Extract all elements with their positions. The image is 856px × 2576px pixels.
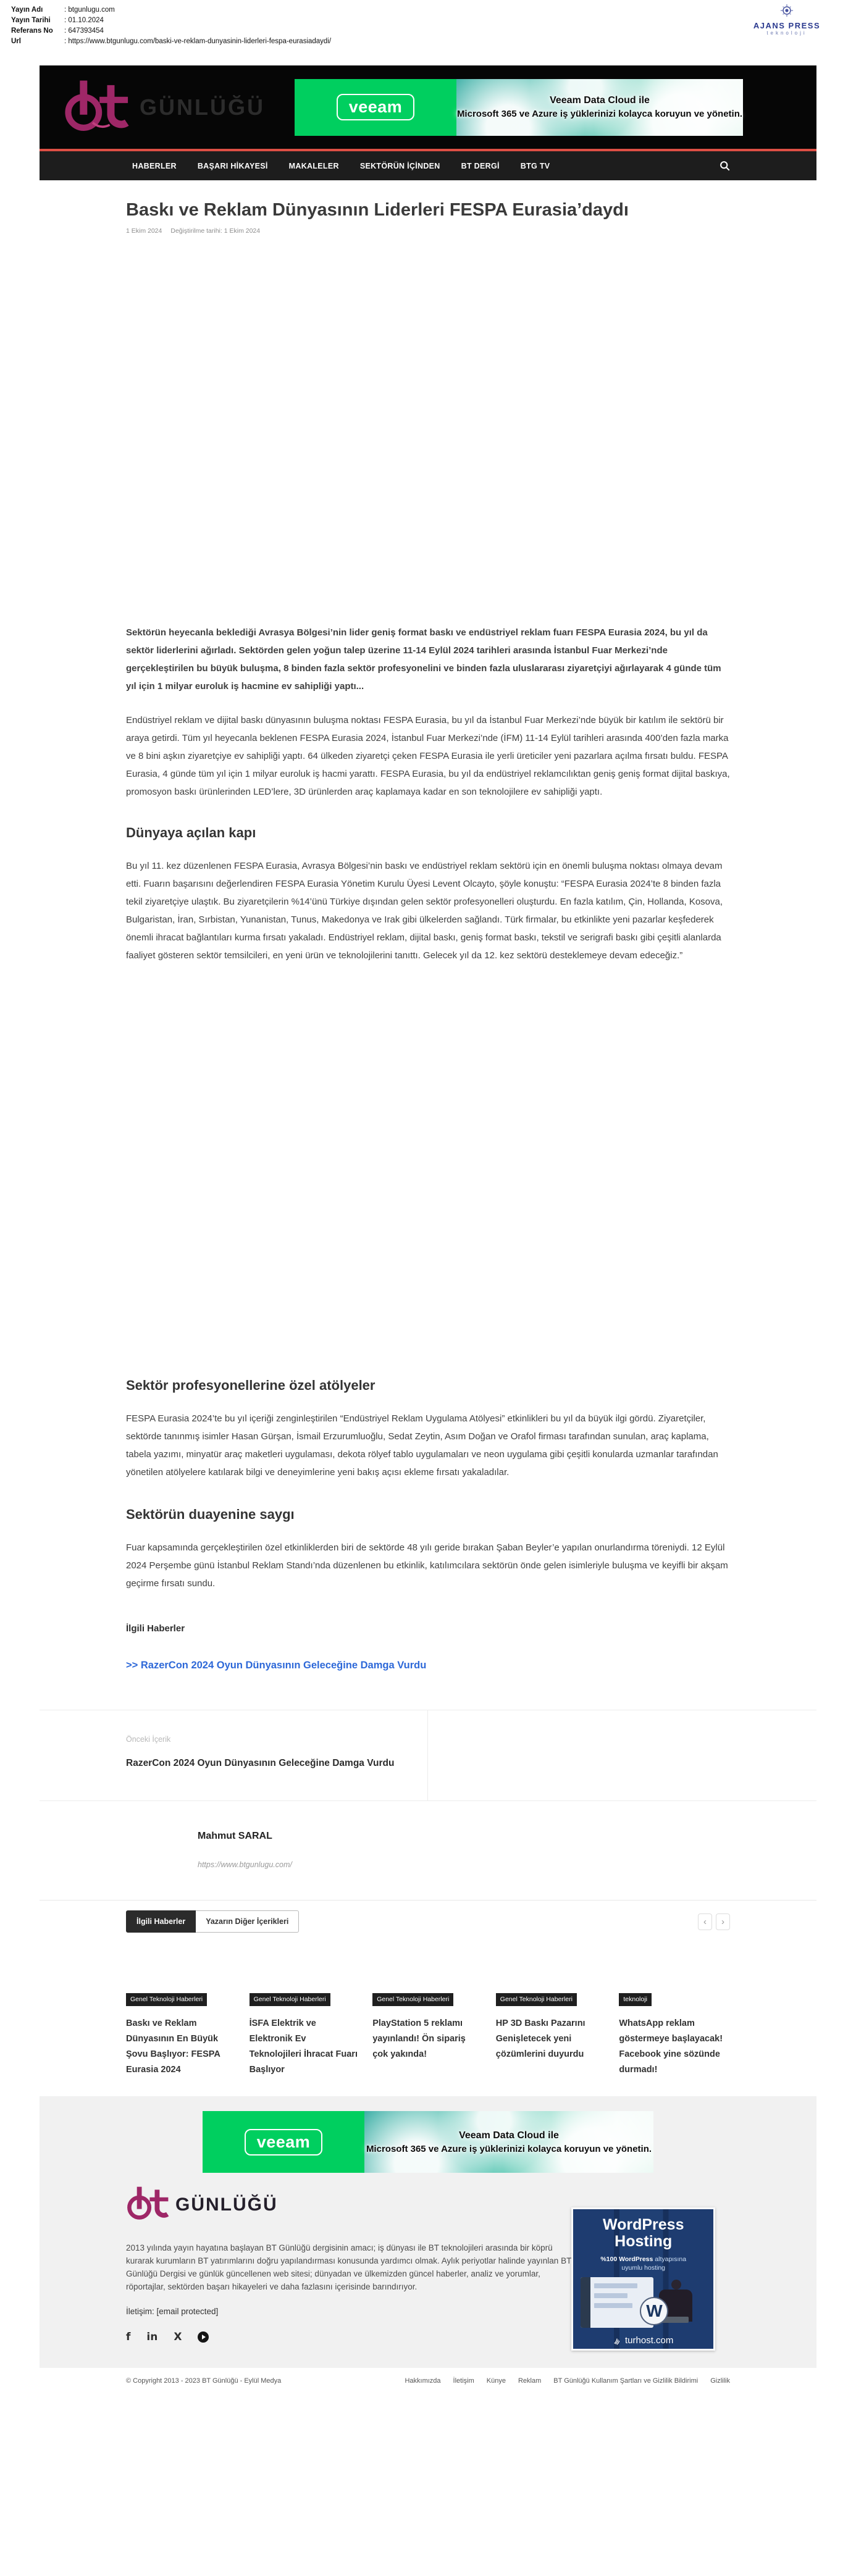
article-meta: [126, 227, 730, 235]
veeam-banner-line1: Veeam Data Cloud ile: [459, 2130, 559, 2141]
ad-subtitle-rest: altyapısına: [653, 2256, 687, 2263]
nav-item-haberler[interactable]: HABERLER: [132, 161, 177, 170]
card-title: İSFA Elektrik ve Elektronik Ev Teknolojileri İhracat Fuarı Başlıyor: [249, 2018, 358, 2075]
previous-content-title: RazerCon 2024 Oyun Dünyasının Geleceğine Damga Vurdu: [126, 1758, 395, 1768]
section-heading-doyen: Sektörün duayenine saygı: [126, 1507, 295, 1522]
wordpress-hosting-ad[interactable]: [571, 2207, 715, 2351]
bt-logo-icon: [126, 2184, 174, 2225]
veeam-logo: veeam: [337, 94, 415, 120]
nav-item-bt-dergi[interactable]: BT DERGİ: [461, 161, 500, 170]
person-graphic: [671, 2280, 681, 2290]
footer-link-gizlilik[interactable]: Gizlilik: [710, 2377, 730, 2385]
modified-date: Değiştirilme tarihi: 1 Ekim 2024: [170, 227, 261, 235]
author-box: [40, 1801, 816, 1900]
tab-ilgili-haberler[interactable]: İlgili Haberler: [126, 1910, 196, 1933]
veeam-banner-message-panel: [364, 2111, 653, 2173]
press-clipping-header: [0, 0, 856, 59]
content-bottom-spacer: [126, 1671, 730, 1710]
facebook-icon[interactable]: f: [126, 2331, 131, 2343]
card-category-badge[interactable]: teknoloji: [619, 1993, 652, 2006]
footer-link-iletisim[interactable]: İletişim: [453, 2377, 474, 2385]
agency-tagline: teknoloji: [766, 30, 807, 36]
footer-link-kullanim-sartlari[interactable]: BT Günlüğü Kullanım Şartları ve Gizlilik Bildirimi: [553, 2377, 699, 2385]
social-links: [126, 2331, 571, 2343]
hero-image-placeholder: [126, 235, 730, 624]
footer-link-hakkimizda[interactable]: Hakkımızda: [405, 2377, 441, 2385]
footer-contact[interactable]: İletişim: [email protected]: [126, 2307, 219, 2316]
footer-logo[interactable]: [126, 2184, 571, 2225]
press-field-label: Url: [11, 38, 21, 45]
press-field-row: [11, 15, 856, 26]
carousel-next-button[interactable]: ›: [716, 1913, 730, 1930]
article-paragraph: Fuar kapsamında gerçekleştirilen özel etkinliklerden biri de sektörde 48 yılı geride bırakan Şaban Beyler’e yapılan onurlandırma töreniydi. 12 Eylül 2024 Perşembe günü İstanbul Reklam Standı’nda düzenlenen bu etkinlik, katılımcılara sektörün önde gelen isimleriyle buluşma ve keyifli bir akşam geçirme fırsatı sundu.: [126, 1542, 728, 1589]
bt-logo-icon: [63, 77, 137, 137]
related-card[interactable]: [126, 1993, 237, 2078]
author-name: Mahmut SARAL: [198, 1831, 272, 1841]
footer-logo-text: GÜNLÜĞÜ: [175, 2194, 278, 2215]
related-card[interactable]: [496, 1993, 607, 2078]
veeam-banner-line2: Microsoft 365 ve Azure iş yüklerinizi kolayca koruyun ve yönetin.: [366, 2143, 652, 2154]
press-field-label: Referans No: [11, 27, 53, 35]
previous-content-label: Önceki İçerik: [126, 1735, 171, 1744]
wordpress-logo-icon: W: [640, 2297, 668, 2325]
ad-subtitle-line2: uyumlu hosting: [621, 2264, 666, 2272]
related-cards-grid: [40, 1933, 816, 2096]
related-news-heading: İlgili Haberler: [126, 1623, 185, 1634]
turhost-domain: turhost.com: [625, 2335, 674, 2346]
card-title: PlayStation 5 reklamı yayınlandı! Ön sipariş çok yakında!: [372, 2018, 466, 2059]
dashboard-bar-graphic: [594, 2303, 632, 2308]
site-logo-text: GÜNLÜĞÜ: [140, 94, 265, 120]
nav-item-basari-hikayesi[interactable]: BAŞARI HİKAYESİ: [197, 161, 268, 170]
agency-name: AJANS PRESS: [753, 21, 821, 30]
dashboard-bar-graphic: [594, 2293, 627, 2298]
footer-main: [40, 2173, 816, 2368]
footer-links: [405, 2377, 730, 2385]
linkedin-icon[interactable]: in: [146, 2331, 158, 2343]
next-content-cell: [428, 1710, 816, 1800]
compass-icon: [780, 9, 794, 20]
card-category-badge[interactable]: Genel Teknoloji Haberleri: [496, 1993, 577, 2006]
related-news-link[interactable]: >> RazerCon 2024 Oyun Dünyasının Geleceğine Damga Vurdu: [126, 1660, 427, 1671]
ad-illustration: [573, 2276, 713, 2333]
article-paragraph: Endüstriyel reklam ve dijital baskı dünyasının buluşma noktası FESPA Eurasia, bu yıl da İstanbul Fuar Merkezi’nde büyük bir katılım ile sektörü bir araya getirdi. Tüm yıl heyecanla beklenen FESPA Eurasia 2024, İstanbul Fuar Merkezi’nde (İFM) 11-14 Eylül tarihleri arasında 400’den fazla marka ve 8 bini aşkın ziyaretçiye ev sahipliği yaptı. 64 ülkeden ziyaretçi çeken FESPA Eurasia ile yerli üreticiler yeni pazarlara açılma fırsatı buldu. FESPA Eurasia, 4 günde tüm yıl için 1 milyar euroluk iş hacmi yarattı. FESPA Eurasia, bu yıl da endüstriyel reklamcılıktan geniş geniş format dijital baskıya, promosyon baskı ürünlerinden LED’lere, 3D ürünlerden araç kaplamaya kadar en son teknolojilere ev sahipliği yaptı.: [126, 715, 730, 797]
veeam-banner-line1: Veeam Data Cloud ile: [550, 95, 650, 106]
nav-item-btg-tv[interactable]: BTG TV: [520, 161, 550, 170]
related-card[interactable]: [619, 1993, 730, 2078]
press-field-row: [11, 5, 856, 15]
press-field-value: : 01.10.2024: [64, 17, 104, 24]
search-icon[interactable]: [720, 161, 730, 171]
previous-content-cell[interactable]: [40, 1710, 428, 1800]
card-title: Baskı ve Reklam Dünyasının En Büyük Şovu Başlıyor: FESPA Eurasia 2024: [126, 2018, 220, 2075]
carousel-arrows: [698, 1913, 730, 1930]
veeam-banner-line2: Microsoft 365 ve Azure iş yüklerinizi kolayca koruyun ve yönetin.: [456, 109, 743, 119]
section-heading-world: Dünyaya açılan kapı: [126, 825, 256, 840]
x-twitter-icon[interactable]: X: [174, 2331, 182, 2343]
veeam-banner-ad-footer[interactable]: [203, 2111, 653, 2173]
main-nav: [40, 151, 816, 180]
press-field-value: : btgunlugu.com: [64, 6, 115, 14]
publish-date: 1 Ekim 2024: [126, 227, 162, 235]
nav-item-makaleler[interactable]: MAKALELER: [288, 161, 339, 170]
ad-subtitle-bold: %100 WordPress: [600, 2256, 653, 2263]
press-field-row: [11, 36, 856, 47]
inline-image-placeholder: [126, 964, 730, 1366]
press-field-label: Yayın Adı: [11, 6, 43, 14]
related-card[interactable]: [372, 1993, 484, 2078]
prev-next-navigation: [40, 1710, 816, 1801]
page-title: Baskı ve Reklam Dünyasının Liderleri FESPA Eurasia’daydı: [126, 200, 629, 220]
veeam-banner-ad[interactable]: [295, 79, 743, 136]
press-field-value: : 647393454: [64, 27, 104, 35]
author-website-link[interactable]: https://www.btgunlugu.com/: [198, 1860, 292, 1869]
dashboard-sidebar-graphic: [581, 2277, 590, 2328]
footer-link-reklam[interactable]: Reklam: [518, 2377, 542, 2385]
card-category-badge[interactable]: Genel Teknoloji Haberleri: [372, 1993, 453, 2006]
card-category-badge[interactable]: Genel Teknoloji Haberleri: [126, 1993, 207, 2006]
press-url-value: : https://www.btgunlugu.com/baski-ve-reklam-dunyasinin-liderleri-fespa-eurasiadaydi/: [64, 38, 332, 45]
turhost-wing-icon: [613, 2336, 622, 2345]
site-frame: [40, 65, 816, 2394]
footer-link-kunye[interactable]: Künye: [486, 2377, 506, 2385]
carousel-prev-button[interactable]: ‹: [698, 1913, 712, 1930]
site-footer: [40, 2096, 816, 2394]
btgunlugu-logo[interactable]: [63, 77, 265, 137]
tab-yazarin-diger-icerikleri[interactable]: Yazarın Diğer İçerikleri: [196, 1910, 299, 1933]
footer-about-column: [126, 2184, 571, 2351]
article-paragraph: FESPA Eurasia 2024’te bu yıl içeriği zenginleştirilen “Endüstriyel Reklam Uygulama Atölyesi” etkinlikleri bu yıl da büyük ilgi gördü. Ziyaretçiler, sektörde tanınmış isimler Hasan Gürşan, İsmail Erzurumluoğlu, Sedat Zeytin, Asım Doğan ve Orafol firması tarafından sunulan, araç kaplama, tabela yazımı, minyatür araç maketleri uygulaması, dekota rölyef tablo uygulamaları ve neon uygulama gibi çeşitli konularda uzmanlar tarafından yönetilen atölyelere katılarak bilgi ve deneyimlerine yeni bakış açısı ekleme fırsatı yakaladılar.: [126, 1413, 718, 1478]
turhost-link[interactable]: [573, 2335, 713, 2346]
article-body: [40, 199, 816, 1710]
footer-about-text: 2013 yılında yayın hayatına başlayan BT Günlüğü dergisinin amacı; iş dünyası ile BT teknolojileri arasında bir köprü kurarak kurumların BT yatırımlarını doğru yapılandırması konusunda yardımcı olmak. Aylık periyotlar halinde yayınlan BT Günlüğü Dergisi ve günlük güncellenen web sitesi; dünyadan ve ülkemizden güncel haberler, analiz ve yorumlar, röportajlar, sektörden başarı hikayeleri ve daha fazlasını içerisinde barındırıyor.: [126, 2243, 572, 2291]
article-intro-paragraph: Sektörün heyecanla beklediği Avrasya Bölgesi’nin lider geniş format baskı ve endüstriyel reklam fuarı FESPA Eurasia 2024, bu yıl da sektör liderlerini ağırladı. Sektörden gelen yoğun talep üzerine 11-14 Eylül 2024 tarihleri arasında İstanbul Fuar Merkezi’nde gerçekleştirilen bu büyük buluşma, 8 binden fazla sektör profesyonelini ve binden fazla uluslararası ziyaretçiyi ağırlayarak 4 günde tüm yıl için 1 milyar euroluk iş hacmine ev sahipliği yaptı...: [126, 627, 721, 692]
nav-item-sektorun-icinden[interactable]: SEKTÖRÜN İÇİNDEN: [359, 161, 440, 170]
site-header: [40, 65, 816, 149]
veeam-banner-brand-panel: [203, 2111, 364, 2173]
press-field-row: [11, 26, 856, 36]
youtube-icon[interactable]: [198, 2331, 209, 2343]
copyright-text: © Copyright 2013 - 2023 BT Günlüğü - Eylül Medya: [126, 2377, 282, 2385]
veeam-banner-message-panel: [456, 79, 743, 136]
dashboard-bar-graphic: [594, 2283, 637, 2288]
ajans-press-logo: [750, 4, 824, 36]
ad-title-line1: WordPress: [602, 2216, 684, 2233]
press-field-label: Yayın Tarihi: [11, 17, 51, 24]
card-title: WhatsApp reklam göstermeye başlayacak! Facebook yine sözünde durmadı!: [619, 2018, 723, 2075]
card-category-badge[interactable]: Genel Teknoloji Haberleri: [250, 1993, 330, 2006]
veeam-logo: veeam: [245, 2129, 323, 2156]
section-heading-workshops: Sektör profesyonellerine özel atölyeler: [126, 1378, 376, 1393]
ad-subtitle: [573, 2255, 713, 2272]
ad-title-line2: Hosting: [615, 2233, 673, 2250]
card-title: HP 3D Baskı Pazarını Genişletecek yeni çözümlerini duyurdu: [495, 2018, 585, 2059]
veeam-banner-brand-panel: [295, 79, 456, 136]
related-tabs-bar: [40, 1900, 816, 1933]
article-paragraph: Bu yıl 11. kez düzenlenen FESPA Eurasia, Avrasya Bölgesi’nin baskı ve endüstriyel reklam sektörü için en önemli buluşma noktası olmaya devam etti. Fuarın başarısını değerlendiren FESPA Eurasia Yönetim Kurulu Üyesi Levent Olcayto, şöyle konuştu: “FESPA Eurasia 2024’te 8 binden fazla tekil ziyaretçiye ulaştık. Bu ziyaretçilerin %14’ünü Türkiye dışından gelen sektör profesyonelleri oluşturdu. En fazla katılım, Çin, Hollanda, Kosova, Bulgaristan, İran, Sırbistan, Yunanistan, Tunus, Makedonya ve Irak gibi ülkelerden sağlandı. Türk firmalar, bu etkinlikte yeni pazarlar keşfederek önemli ihracat bağlantıları kurma fırsatı yakaladı. Endüstriyel reklam, dijital baskı, geniş format baskı, tekstil ve serigrafi baskı gibi çeşitli alanlarda faaliyet gösteren sektör temsilcileri, en yeni ürün ve teknolojilerini tanıttı. Gelecek yıl da 12. kez sektörü desteklemeye devam edeceğiz.”: [126, 861, 723, 961]
copyright-bar: [40, 2368, 816, 2394]
related-card[interactable]: [250, 1993, 361, 2078]
